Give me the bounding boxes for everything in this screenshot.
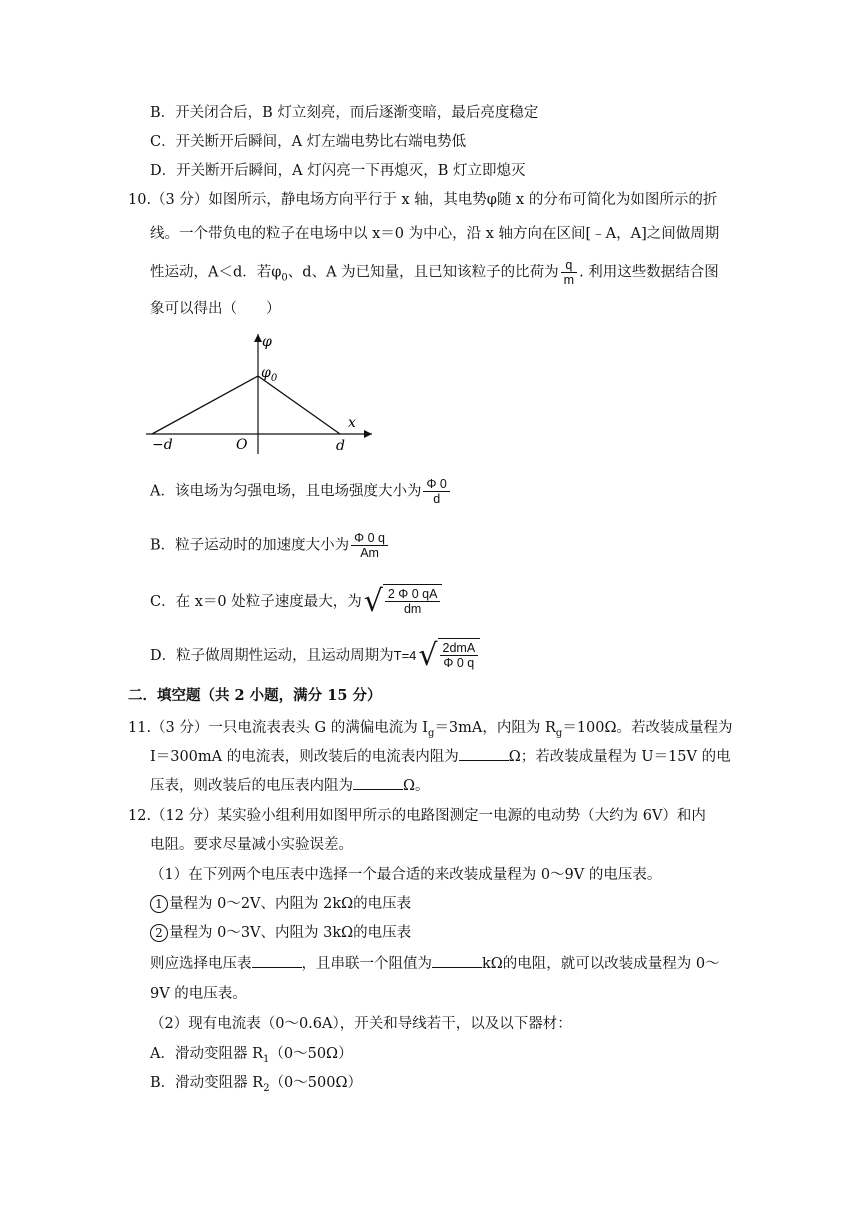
q10-line-3: 性运动，A＜d．若$\varphi_0$、d、A 为已知量，且已知该粒子的比荷为 $\frac{q}{m}$ . 利用这些数据结合图: [150, 258, 719, 287]
q11-line-2: I＝300mA 的电流表，则改装后的电流表内阻为 Ω；若改装成量程为 U＝15V 的电: [150, 746, 731, 768]
q9-option-c: C．开关断开后瞬间，A 灯左端电势比右端电势低: [150, 134, 467, 150]
q12-option-a: A．滑动变阻器 $R_1(0\sim 50\Omega)$: [150, 1046, 353, 1065]
q10-line-4: 象可以得出（ ）: [150, 301, 281, 317]
q11-line-1: 11.（3 分）一只电流表表头 G 的满偏电流为 $I_g=3mA$，内阻为 $R_g=100\Omega$。若改装成量程为: [128, 720, 733, 739]
neg-d-label: −d: [152, 437, 173, 453]
q10-option-d: D．粒子做周期性运动，且运动周期为T=4 √ $\frac{\text{2dmA}}{\Phi 0 q}$: [150, 638, 480, 674]
answer-blank[interactable]: [252, 953, 302, 968]
q12-option-2: 2 量程为 0～3V、内阻为 3kΩ的电压表: [150, 922, 411, 944]
phi-axis-label: φ: [262, 334, 272, 350]
potential-graph: [140, 330, 380, 455]
answer-blank[interactable]: [353, 775, 403, 790]
x-axis-label: x: [348, 415, 356, 431]
q12-line-8: （2）现有电流表（0～0.6A），开关和导线若干，以及以下器材：: [150, 1016, 572, 1032]
origin-label: O: [236, 437, 248, 453]
circled-number: 2: [150, 924, 168, 942]
phi0-label: $\varphi_0$: [261, 365, 278, 384]
q9-option-b: B．开关闭合后，B 灯立刻亮，而后逐渐变暗，最后亮度稳定: [150, 105, 539, 121]
q10-line-2: 线。一个带负电的粒子在电场中以 x＝0 为中心，沿 x 轴方向在区间[﹣A，A]之间做周期: [150, 226, 720, 242]
q10-line-1: 10.（3 分）如图所示，静电场方向平行于 x 轴，其电势φ随 x 的分布可简化为如图所示的折: [128, 192, 718, 208]
q11-line-3: 压表，则改装后的电压表内阻为 Ω。: [150, 775, 430, 797]
charge-mass-ratio: $\frac{q}{m}$: [561, 258, 577, 287]
q12-option-b: B．滑动变阻器 $R_2(0\sim 500\Omega)$: [150, 1075, 362, 1094]
answer-blank[interactable]: [459, 746, 509, 761]
q10-option-b: B．粒子运动时的加速度大小为 $\frac{\Phi 0 q}{Am}$: [150, 531, 390, 560]
d-label: d: [336, 438, 345, 454]
q12-line-6: 则应选择电压表 ，且串联一个阻值为 kΩ的电阻，就可以改装成量程为 0～: [150, 953, 720, 975]
q12-line-1: 12.（12 分）某实验小组利用如图甲所示的电路图测定一电源的电动势（大约为 6V）和内: [128, 808, 706, 824]
q12-line-7: 9V 的电压表。: [150, 986, 247, 1002]
section-2-title: 二．填空题（共 2 小题，满分 15 分）: [128, 687, 382, 704]
q9-option-d: D．开关断开后瞬间，A 灯闪亮一下再熄灭，B 灯立即熄灭: [150, 163, 526, 179]
q12-line-3: （1）在下列两个电压表中选择一个最合适的来改装成量程为 0～9V 的电压表。: [150, 867, 662, 883]
q12-line-2: 电阻。要求尽量减小实验误差。: [150, 837, 353, 853]
answer-blank[interactable]: [432, 953, 482, 968]
q10-option-a: A．该电场为匀强电场，且电场强度大小为 $\frac{\Phi 0}{d}$: [150, 477, 452, 506]
circled-number: 1: [150, 895, 168, 913]
q12-option-1: 1 量程为 0～2V、内阻为 2kΩ的电压表: [150, 893, 411, 915]
q10-option-c: C．在 x＝0 处粒子速度最大，为 √ $\frac{2 \Phi 0 qA}{dm}$: [150, 584, 442, 620]
